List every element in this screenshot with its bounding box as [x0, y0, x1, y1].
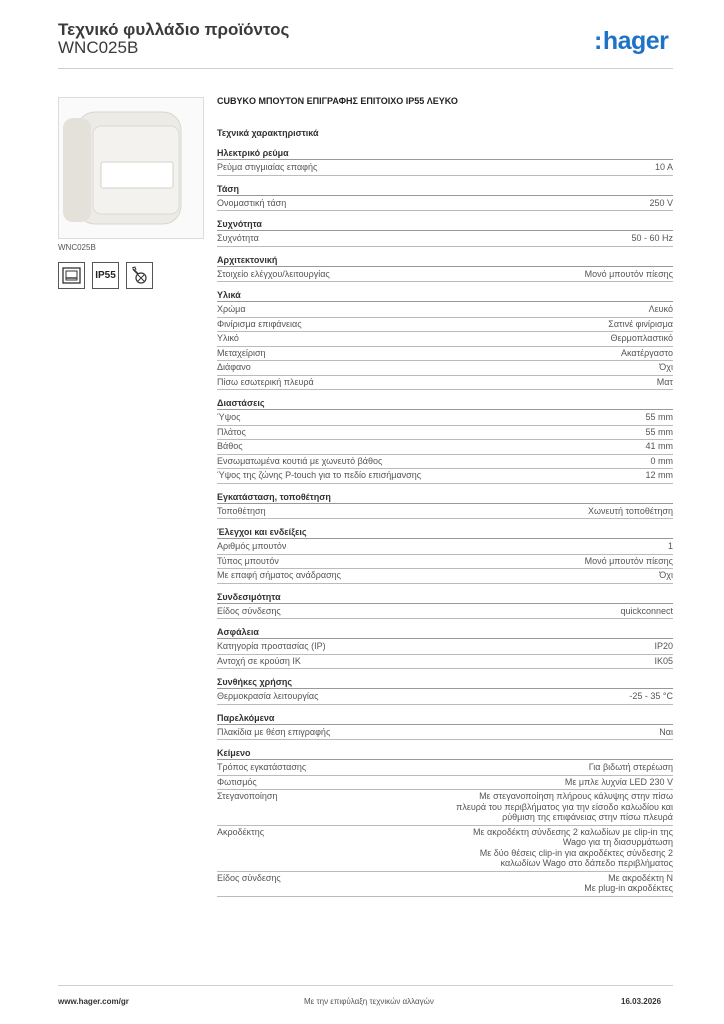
- spec-value: Χωνευτή τοποθέτηση: [587, 505, 673, 516]
- section-title: Ηλεκτρικό ρεύμα: [217, 148, 673, 160]
- spec-label: Χρώμα: [217, 304, 246, 314]
- header-title: Τεχνικό φυλλάδιο προϊόντος: [58, 20, 290, 39]
- spec-label: Κατηγορία προστασίας (IP): [217, 641, 326, 651]
- section-title: Τάση: [217, 184, 673, 196]
- spec-label: Τοποθέτηση: [217, 505, 266, 516]
- spec-row: [217, 268, 673, 283]
- spec-label: Ενσωματωμένα κουτιά με χωνευτό βάθος: [217, 455, 383, 466]
- section-title: Εγκατάσταση, τοποθέτηση: [217, 492, 673, 504]
- spec-value: Με μπλε λυχνία LED 230 V: [564, 776, 673, 787]
- footer-divider: [58, 985, 673, 986]
- footer-date: 16.03.2026: [621, 997, 662, 1006]
- spec-value: IK05: [654, 655, 673, 666]
- section-title: Κείμενο: [217, 748, 673, 760]
- section-title: Αρχιτεκτονική: [217, 255, 673, 267]
- section-title: Ασφάλεια: [217, 627, 673, 639]
- spec-label: Είδος σύνδεσης: [217, 605, 281, 616]
- spec-row: [217, 411, 673, 426]
- spec-value: Όχι: [659, 570, 673, 580]
- ip55-badge: IP55: [92, 262, 119, 289]
- spec-section: [217, 255, 673, 283]
- spec-row: [217, 826, 673, 872]
- section-title: Παρελκόμενα: [217, 713, 673, 725]
- spec-value: 10 A: [654, 162, 673, 172]
- screw-terminal-icon: [126, 262, 153, 289]
- spec-row: [217, 555, 673, 570]
- spec-row: [217, 469, 673, 484]
- spec-row: [217, 426, 673, 441]
- spec-row: [217, 232, 673, 247]
- spec-row: [217, 761, 673, 776]
- product-image: [58, 97, 204, 239]
- spec-label: Πλακίδια με θέση επιγραφής: [217, 726, 331, 737]
- hager-logo[interactable]: :hager: [594, 27, 669, 55]
- spec-value: Λευκό: [648, 304, 673, 314]
- spec-row: [217, 569, 673, 584]
- spec-section: [217, 592, 673, 620]
- section-title: Συνθήκες χρήσης: [217, 677, 673, 689]
- spec-section: [217, 492, 673, 520]
- spec-row: [217, 776, 673, 791]
- spec-label: Τρόπος εγκατάστασης: [217, 762, 307, 772]
- spec-row: [217, 872, 673, 897]
- section-title: Συνδεσιμότητα: [217, 592, 673, 604]
- spec-label: Πλάτος: [217, 426, 246, 437]
- spec-value: Με στεγανοποίηση πλήρους κάλυψης στην πίσω πλευρά του περιβλήματος για την είσοδο καλωδίου και ρύθμιση της επιφάνειας στην πίσω πλευρά: [456, 791, 673, 822]
- section-title: Διαστάσεις: [217, 398, 673, 410]
- spec-value: 50 - 60 Hz: [631, 233, 673, 243]
- spec-value: Σατινέ φινίρισμα: [608, 318, 673, 329]
- spec-section: [217, 527, 673, 584]
- spec-section: [217, 677, 673, 705]
- section-title: Έλεγχοι και ενδείξεις: [217, 527, 673, 539]
- header-divider: [58, 68, 673, 69]
- spec-label: Διάφανο: [217, 362, 251, 372]
- spec-row: [217, 303, 673, 318]
- spec-label: Συχνότητα: [217, 233, 259, 243]
- spec-label: Φωτισμός: [217, 776, 257, 787]
- spec-value: IP20: [654, 641, 673, 651]
- product-title: CUBYKO ΜΠΟΥΤΟΝ ΕΠΙΓΡΑΦΗΣ ΕΠΙΤΟΙΧΟ IP55 ΛΕΥΚΟ: [217, 96, 458, 106]
- spec-row: [217, 332, 673, 347]
- spec-label: Ύψος της ζώνης P-touch για το πεδίο επισήμανσης: [217, 470, 422, 480]
- spec-sections: [217, 148, 673, 897]
- spec-label: Ύψος: [217, 412, 241, 422]
- spec-label: Πίσω εσωτερική πλευρά: [217, 376, 314, 387]
- spec-label: Αριθμός μπουτόν: [217, 541, 287, 551]
- tech-heading: Τεχνικά χαρακτηριστικά: [217, 128, 319, 138]
- spec-label: Ρεύμα στιγμιαίας επαφής: [217, 162, 318, 172]
- spec-label: Ακροδέκτης: [217, 826, 265, 837]
- footer-note: Με την επιφύλαξη τεχνικών αλλαγών: [304, 997, 434, 1006]
- spec-row: [217, 361, 673, 376]
- spec-section: [217, 627, 673, 669]
- spec-section: [217, 748, 673, 897]
- feature-badges: [58, 262, 153, 289]
- spec-value: Μονό μπουτόν πίεσης: [584, 268, 673, 279]
- spec-section: [217, 398, 673, 484]
- spec-value: 12 mm: [645, 470, 673, 480]
- spec-value: Ματ: [656, 376, 673, 387]
- spec-value: 1: [667, 541, 673, 551]
- spec-section: [217, 184, 673, 212]
- spec-value: Με ακροδέκτη σύνδεσης 2 καλωδίων με clip-in της Wago για τη διασυρμάτωση Με δύο θέσεις clip-in για ακροδέκτες σύνδεσης 2 καλωδίων Wago στο δάπεδο περιβλήματος: [473, 826, 673, 868]
- spec-label: Στεγανοποίηση: [217, 791, 278, 801]
- spec-row: [217, 161, 673, 176]
- spec-value: Όχι: [659, 362, 673, 372]
- spec-section: [217, 713, 673, 741]
- spec-value: Θερμοπλαστικό: [610, 333, 673, 343]
- section-title: Υλικά: [217, 290, 673, 302]
- spec-row: [217, 605, 673, 620]
- spec-content: [217, 96, 673, 905]
- spec-value: Μονό μπουτόν πίεσης: [584, 555, 673, 566]
- spec-value: 0 mm: [650, 455, 673, 466]
- spec-label: Στοιχείο ελέγχου/λειτουργίας: [217, 268, 330, 279]
- footer-website[interactable]: www.hager.com/gr: [58, 997, 129, 1006]
- spec-value: -25 - 35 °C: [629, 691, 673, 701]
- spec-value: 55 mm: [645, 412, 673, 422]
- spec-section: [217, 219, 673, 247]
- spec-label: Φινίρισμα επιφάνειας: [217, 318, 302, 329]
- spec-row: [217, 790, 673, 826]
- spec-value: Ακατέργαστο: [621, 347, 673, 358]
- spec-row: [217, 540, 673, 555]
- spec-label: Βάθος: [217, 441, 243, 451]
- spec-row: [217, 726, 673, 741]
- spec-row: [217, 640, 673, 655]
- spec-label: Θερμοκρασία λειτουργίας: [217, 691, 319, 701]
- logo-text: hager: [602, 27, 669, 55]
- spec-section: [217, 290, 673, 390]
- spec-row: [217, 690, 673, 705]
- spec-section: [217, 148, 673, 176]
- spec-value: quickconnect: [620, 605, 673, 616]
- spec-row: [217, 455, 673, 470]
- spec-row: [217, 197, 673, 212]
- spec-label: Υλικό: [217, 333, 239, 343]
- spec-row: [217, 440, 673, 455]
- spec-value: Ναι: [659, 726, 673, 737]
- spec-value: 55 mm: [645, 426, 673, 437]
- spec-value: Με ακροδέκτη N Με plug-in ακροδέκτες: [584, 872, 673, 893]
- flush-box-icon: [58, 262, 85, 289]
- spec-row: [217, 376, 673, 391]
- spec-row: [217, 505, 673, 520]
- image-reference: WNC025B: [58, 243, 96, 252]
- section-title: Συχνότητα: [217, 219, 673, 231]
- spec-value: Για βιδωτή στερέωση: [588, 762, 673, 772]
- spec-value: 41 mm: [645, 441, 673, 451]
- spec-row: [217, 347, 673, 362]
- spec-label: Είδος σύνδεσης: [217, 872, 281, 883]
- spec-label: Μεταχείριση: [217, 347, 266, 358]
- spec-label: Αντοχή σε κρούση IK: [217, 655, 301, 666]
- spec-row: [217, 655, 673, 670]
- product-code: WNC025B: [58, 38, 139, 57]
- spec-row: [217, 318, 673, 333]
- spec-value: 250 V: [649, 197, 673, 208]
- spec-label: Ονομαστική τάση: [217, 197, 287, 208]
- spec-label: Με επαφή σήματος ανάδρασης: [217, 570, 342, 580]
- spec-label: Τύπος μπουτόν: [217, 555, 279, 566]
